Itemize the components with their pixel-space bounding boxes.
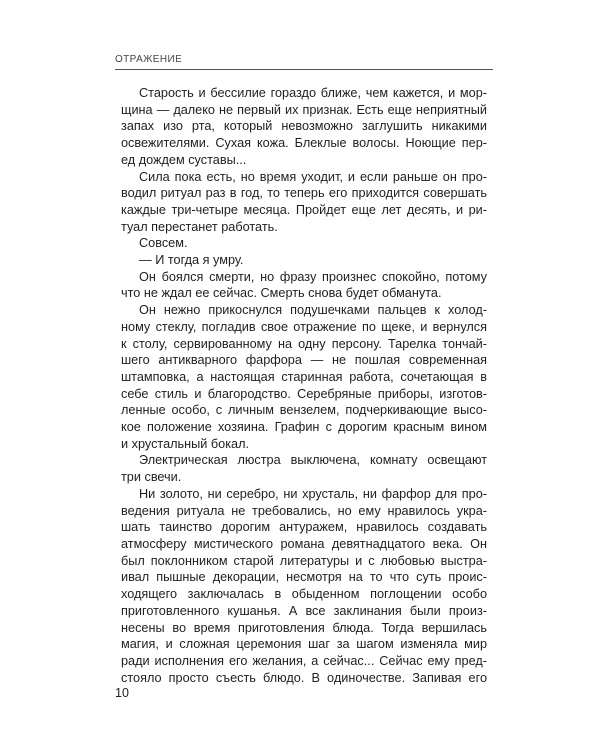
text-line: ленные особо, с личным вензелем, подчеркивающие высо- <box>121 403 487 418</box>
text-line: штамповка, а настоящая старинная работа, сочетающая в <box>121 369 487 384</box>
text-line: шать таинство дорогим антуражем, нравилось создавать <box>121 520 487 535</box>
text-line: водил ритуал раз в год, то теперь его приходится совершать <box>121 186 487 201</box>
text-line: стояло просто съесть блюдо. В одиночестве. Запивая его <box>121 670 487 685</box>
text-line: щина — далеко не первый их признак. Есть еще неприятный <box>121 102 487 117</box>
text-line: шего антикварного фарфора — не пошлая современная <box>121 353 487 368</box>
text-line: был поклонником старой литературы и с любовью выстра- <box>121 553 487 568</box>
text-line: — И тогда я умру. <box>139 253 244 268</box>
text-line: ходящего заключалась в обыденном поглощении особо <box>121 587 487 602</box>
text-line: несены во время приготовления блюда. Тогда вершилась <box>121 620 487 635</box>
text-line: освежителями. Сухая кожа. Блеклые волосы. Ноющие пер- <box>121 136 487 151</box>
text-line: атмосферу мистического романа девятнадцатого века. Он <box>121 536 487 551</box>
text-line: что не ждал ее сейчас. Смерть снова будет обманута. <box>121 286 442 301</box>
text-line: приготовленного кушанья. А все заклинания были произ- <box>121 603 487 618</box>
text-line: Он нежно прикоснулся подушечками пальцев к холод- <box>139 303 487 318</box>
text-line: три свечи. <box>121 470 182 485</box>
body-text <box>121 85 487 686</box>
text-line: ради исполнения его желания, а сейчас... Сейчас ему пред- <box>121 653 487 668</box>
text-line: Совсем. <box>139 236 188 251</box>
text-line: ведения ритуала не требовались, но ему нравилось укра- <box>121 503 487 518</box>
text-line: ивал пышные декорации, несмотря на то что суть проис- <box>121 570 487 585</box>
text-line: ед дождем суставы... <box>121 152 247 167</box>
page-number: 10 <box>115 686 129 700</box>
text-line: каждые три-четыре месяца. Пройдет еще лет десять, и ри- <box>121 202 487 217</box>
text-line: ному стеклу, погладив свое отражение по щеке, и вернулся <box>121 319 487 334</box>
text-line: Он боялся смерти, но фразу произнес спокойно, потому <box>139 269 487 284</box>
text-line: магия, и сложная церемония шаг за шагом изменяла мир <box>121 637 487 652</box>
text-line: к столу, сервированному на одну персону. Тарелка тончай- <box>121 336 487 351</box>
text-line: кое положение хозяина. Графин с дорогим красным вином <box>121 420 487 435</box>
text-line: Ни золото, ни серебро, ни хрусталь, ни фарфор для про- <box>139 486 487 501</box>
running-head: ОТРАЖЕНИЕ <box>115 54 183 65</box>
header-rule <box>115 69 493 70</box>
text-line: Старость и бессилие гораздо ближе, чем кажется, и мор- <box>139 86 487 100</box>
text-line: и хрустальный бокал. <box>121 436 250 451</box>
text-line: туал перестанет работать. <box>121 219 278 234</box>
text-line: Электрическая люстра выключена, комнату освещают <box>139 453 487 468</box>
text-line: запах изо рта, который невозможно заглушить никакими <box>121 119 487 134</box>
text-line: Сила пока есть, но время уходит, и если раньше он про- <box>139 169 487 184</box>
text-line: себе стиль и благородство. Серебряные приборы, изготов- <box>121 386 487 401</box>
